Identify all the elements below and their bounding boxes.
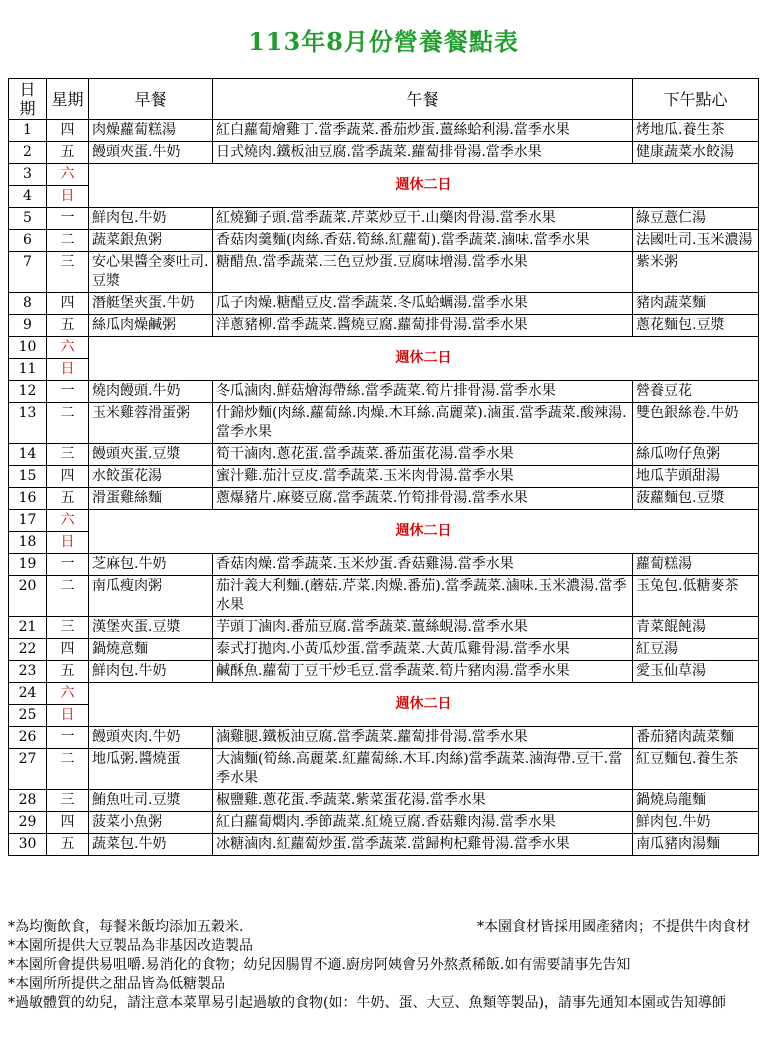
lunch-cell: 筍干滷肉.蔥花蛋.當季蔬菜.番茄蛋花湯.當季水果 [213,444,633,466]
weekday-cell: 六 [47,164,89,186]
notes [8,918,750,1013]
weekday-cell: 五 [47,834,89,856]
date-cell: 23 [9,661,47,683]
lunch-cell: 洋蔥豬柳.當季蔬菜.醬燒豆腐.蘿蔔排骨湯.當季水果 [213,315,633,337]
breakfast-cell: 饅頭夾蛋.牛奶 [89,142,213,164]
weekend-row [9,683,759,705]
date-cell: 17 [9,510,47,532]
breakfast-cell: 漢堡夾蛋.豆漿 [89,617,213,639]
weekday-cell: 日 [47,705,89,727]
lunch-cell: 日式燒肉.鐵板油豆腐.當季蔬菜.蘿蔔排骨湯.當季水果 [213,142,633,164]
note-pork-source: *本園食材皆採用國產豬肉；不提供牛肉食材 [477,919,750,935]
weekday-cell: 四 [47,812,89,834]
weekday-cell: 五 [47,315,89,337]
day-row [9,120,759,142]
weekday-cell: 二 [47,749,89,790]
weekday-cell: 一 [47,727,89,749]
snack-cell: 蔥花麵包.豆漿 [633,315,759,337]
lunch-cell: 瓜子肉燥.糖醋豆皮.當季蔬菜.冬瓜蛤蠣湯.當季水果 [213,293,633,315]
snack-cell: 雙色銀絲卷.牛奶 [633,403,759,444]
weekday-cell: 六 [47,337,89,359]
weekday-cell: 一 [47,554,89,576]
lunch-cell: 蔥爆豬片.麻婆豆腐.當季蔬菜.竹筍排骨湯.當季水果 [213,488,633,510]
snack-cell: 玉兔包.低糖麥茶 [633,576,759,617]
weekday-cell: 二 [47,403,89,444]
breakfast-cell: 絲瓜肉燥鹹粥 [89,315,213,337]
note-row-1 [8,918,750,937]
breakfast-cell: 滑蛋雞絲麵 [89,488,213,510]
day-row [9,812,759,834]
date-cell: 8 [9,293,47,315]
weekday-cell: 四 [47,639,89,661]
snack-cell: 紫米粥 [633,252,759,293]
day-row [9,403,759,444]
snack-cell: 絲瓜吻仔魚粥 [633,444,759,466]
breakfast-cell: 燒肉饅頭.牛奶 [89,381,213,403]
lunch-cell: 椒鹽雞.蔥花蛋.季蔬菜.紫菜蛋花湯.當季水果 [213,790,633,812]
weekend-row [9,337,759,359]
note-soft-food: *本園所會提供易咀嚼.易消化的食物；幼兒因腸胃不適.廚房阿姨會另外熬煮稀飯.如有需要請事先告知 [8,957,631,973]
weekday-cell: 五 [47,142,89,164]
weekday-cell: 四 [47,293,89,315]
date-cell: 13 [9,403,47,444]
date-cell: 21 [9,617,47,639]
note-low-sugar: *本園所所提供之甜品皆為低糖製品 [8,976,225,992]
date-cell: 15 [9,466,47,488]
page-title: 113年8月份營養餐點表 [248,27,519,56]
weekday-cell: 三 [47,444,89,466]
breakfast-cell: 地瓜粥.醬燒蛋 [89,749,213,790]
breakfast-cell: 鍋燒意麵 [89,639,213,661]
breakfast-cell: 玉米雞蓉滑蛋粥 [89,403,213,444]
breakfast-cell: 饅頭夾肉.牛奶 [89,727,213,749]
date-cell: 12 [9,381,47,403]
snack-cell: 豬肉蔬菜麵 [633,293,759,315]
weekend-label: 週休二日 [89,510,759,554]
weekend-label: 週休二日 [89,337,759,381]
header-lunch: 午餐 [213,79,633,120]
weekday-cell: 三 [47,617,89,639]
lunch-cell: 糖醋魚.當季蔬菜.三色豆炒蛋.豆腐味增湯.當季水果 [213,252,633,293]
snack-cell: 青菜餛飩湯 [633,617,759,639]
date-cell: 25 [9,705,47,727]
lunch-cell: 香菇肉燥.當季蔬菜.玉米炒蛋.香菇雞湯.當季水果 [213,554,633,576]
date-cell: 5 [9,208,47,230]
weekday-cell: 四 [47,466,89,488]
weekend-label: 週休二日 [89,164,759,208]
snack-cell: 營養豆花 [633,381,759,403]
date-cell: 29 [9,812,47,834]
weekday-cell: 五 [47,661,89,683]
weekday-cell: 日 [47,186,89,208]
weekday-cell: 四 [47,120,89,142]
day-row [9,315,759,337]
lunch-cell: 冰糖滷肉.紅蘿蔔炒蛋.當季蔬菜.當歸枸杞雞骨湯.當季水果 [213,834,633,856]
date-cell: 9 [9,315,47,337]
lunch-cell: 茄汁義大利麵.(蘑菇.芹菜.肉燥.番茄).當季蔬菜.滷味.玉米濃湯.當季水果 [213,576,633,617]
date-cell: 24 [9,683,47,705]
lunch-cell: 紅白蘿蔔燴雞丁.當季蔬菜.番茄炒蛋.薑絲蛤利湯.當季水果 [213,120,633,142]
snack-cell: 地瓜芋頭甜湯 [633,466,759,488]
date-cell: 2 [9,142,47,164]
weekday-cell: 二 [47,576,89,617]
date-cell: 26 [9,727,47,749]
day-row [9,142,759,164]
weekday-cell: 六 [47,510,89,532]
weekday-cell: 一 [47,381,89,403]
date-cell: 6 [9,230,47,252]
breakfast-cell: 蔬菜包.牛奶 [89,834,213,856]
snack-cell: 鍋燒烏龍麵 [633,790,759,812]
snack-cell: 南瓜豬肉湯麵 [633,834,759,856]
menu-table [8,78,759,856]
note-soy: *本園所提供大豆製品為非基因改造製品 [8,938,253,954]
snack-cell: 烤地瓜.養生茶 [633,120,759,142]
lunch-cell: 芋頭丁滷肉.番茄豆腐.當季蔬菜.薑絲蜆湯.當季水果 [213,617,633,639]
date-cell: 10 [9,337,47,359]
lunch-cell: 泰式打拋肉.小黃瓜炒蛋.當季蔬菜.大黃瓜雞骨湯.當季水果 [213,639,633,661]
date-cell: 11 [9,359,47,381]
day-row [9,230,759,252]
date-cell: 30 [9,834,47,856]
header-weekday: 星期 [47,79,89,120]
day-row [9,790,759,812]
breakfast-cell: 鮪魚吐司.豆漿 [89,790,213,812]
date-cell: 3 [9,164,47,186]
date-cell: 28 [9,790,47,812]
snack-cell: 健康蔬菜水餃湯 [633,142,759,164]
lunch-cell: 香菇肉羹麵(肉絲.香菇.筍絲.紅蘿蔔).當季蔬菜.滷味.當季水果 [213,230,633,252]
breakfast-cell: 鮮肉包.牛奶 [89,208,213,230]
menu-body [9,120,759,856]
day-row [9,554,759,576]
header-breakfast: 早餐 [89,79,213,120]
header-date: 日期 [9,79,47,120]
weekend-row [9,510,759,532]
breakfast-cell: 安心果醬全麥吐司.豆漿 [89,252,213,293]
snack-cell: 蘿蔔糕湯 [633,554,759,576]
lunch-cell: 紅燒獅子頭.當季蔬菜.芹菜炒豆干.山藥肉骨湯.當季水果 [213,208,633,230]
snack-cell: 紅豆麵包.養生茶 [633,749,759,790]
breakfast-cell: 菠菜小魚粥 [89,812,213,834]
breakfast-cell: 潛艇堡夾蛋.牛奶 [89,293,213,315]
date-cell: 1 [9,120,47,142]
snack-cell: 番茄豬肉蔬菜麵 [633,727,759,749]
day-row [9,488,759,510]
weekend-label: 週休二日 [89,683,759,727]
date-cell: 22 [9,639,47,661]
snack-cell: 法國吐司.玉米濃湯 [633,230,759,252]
day-row [9,381,759,403]
lunch-cell: 鹹酥魚.蘿蔔丁豆干炒毛豆.當季蔬菜.筍片豬肉湯.當季水果 [213,661,633,683]
breakfast-cell: 水餃蛋花湯 [89,466,213,488]
breakfast-cell: 蔬菜銀魚粥 [89,230,213,252]
lunch-cell: 冬瓜滷肉.鮮菇燴海帶絲.當季蔬菜.筍片排骨湯.當季水果 [213,381,633,403]
breakfast-cell: 肉燥蘿蔔糕湯 [89,120,213,142]
breakfast-cell: 饅頭夾蛋.豆漿 [89,444,213,466]
date-cell: 7 [9,252,47,293]
weekday-cell: 五 [47,488,89,510]
date-cell: 16 [9,488,47,510]
lunch-cell: 蜜汁雞.茄汁豆皮.當季蔬菜.玉米肉骨湯.當季水果 [213,466,633,488]
date-cell: 14 [9,444,47,466]
day-row [9,749,759,790]
day-row [9,639,759,661]
date-cell: 20 [9,576,47,617]
weekday-cell: 日 [47,532,89,554]
weekday-cell: 三 [47,790,89,812]
snack-cell: 菠蘿麵包.豆漿 [633,488,759,510]
note-whole-grain: *為均衡飲食，每餐米飯均添加五穀米. [8,919,244,935]
day-row [9,466,759,488]
breakfast-cell: 南瓜瘦肉粥 [89,576,213,617]
note-allergy: *過敏體質的幼兒，請注意本菜單易引起過敏的食物(如：牛奶、蛋、大豆、魚類等製品)，請事先通知本園或告知導師 [8,995,726,1011]
date-cell: 19 [9,554,47,576]
day-row [9,252,759,293]
lunch-cell: 滷雞腿.鐵板油豆腐.當季蔬菜.蘿蔔排骨湯.當季水果 [213,727,633,749]
date-cell: 27 [9,749,47,790]
weekday-cell: 六 [47,683,89,705]
weekend-row [9,164,759,186]
lunch-cell: 紅白蘿蔔燜肉.季節蔬菜.紅燒豆腐.香菇雞肉湯.當季水果 [213,812,633,834]
day-row [9,576,759,617]
day-row [9,293,759,315]
snack-cell: 鮮肉包.牛奶 [633,812,759,834]
day-row [9,834,759,856]
snack-cell: 綠豆薏仁湯 [633,208,759,230]
day-row [9,617,759,639]
weekday-cell: 二 [47,230,89,252]
breakfast-cell: 鮮肉包.牛奶 [89,661,213,683]
weekday-cell: 一 [47,208,89,230]
day-row [9,661,759,683]
day-row [9,208,759,230]
weekday-cell: 日 [47,359,89,381]
header-snack: 下午點心 [633,79,759,120]
breakfast-cell: 芝麻包.牛奶 [89,554,213,576]
lunch-cell: 大滷麵(筍絲.高麗菜.紅蘿蔔絲.木耳.肉絲)當季蔬菜.滷海帶.豆干.當季水果 [213,749,633,790]
date-cell: 18 [9,532,47,554]
day-row [9,727,759,749]
lunch-cell: 什錦炒麵(肉絲.蘿蔔絲.肉燥.木耳絲.高麗菜).滷蛋.當季蔬菜.酸辣湯.當季水果 [213,403,633,444]
day-row [9,444,759,466]
snack-cell: 愛玉仙草湯 [633,661,759,683]
date-cell: 4 [9,186,47,208]
header-row [9,79,759,120]
weekday-cell: 三 [47,252,89,293]
snack-cell: 紅豆湯 [633,639,759,661]
